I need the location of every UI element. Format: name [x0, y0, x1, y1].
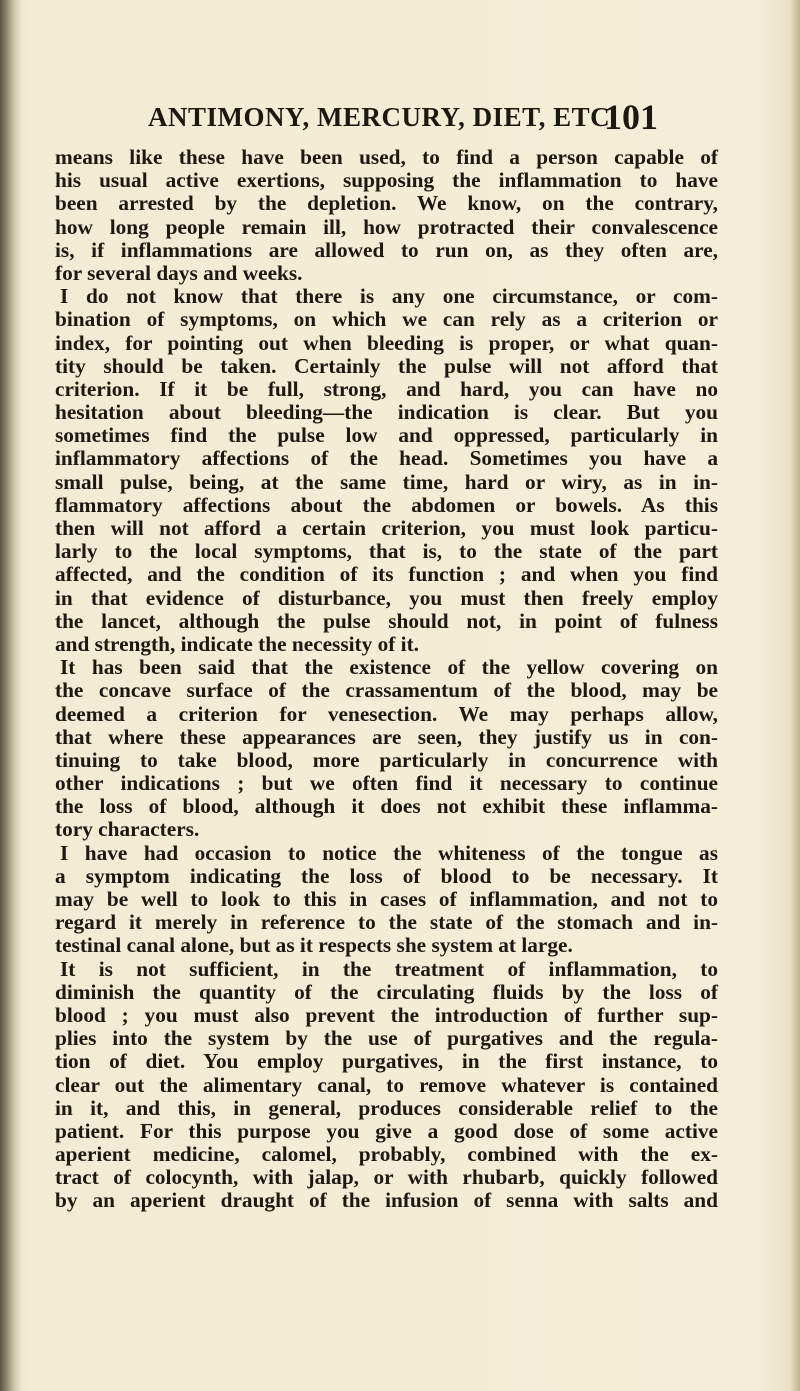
text-line: It has been said that the existence of the yellow covering on — [60, 655, 718, 680]
text-line: index, for pointing out when bleeding is proper, or what quan- — [55, 330, 718, 355]
text-line: tract of colocynth, with jalap, or with rhubarb, quickly followed — [55, 1165, 718, 1190]
text-line: regard it merely in reference to the state of the stomach and in- — [55, 910, 718, 935]
text-line: for several days and weeks. — [55, 260, 303, 285]
text-line: flammatory affections about the abdomen or bowels. As this — [55, 492, 718, 517]
text-line: blood ; you must also prevent the introduction of further sup- — [55, 1002, 718, 1027]
text-line: tinuing to take blood, more particularly in concurrence with — [55, 747, 718, 772]
text-line: small pulse, being, at the same time, hard or wiry, as in in- — [55, 469, 718, 494]
page-number: 101 — [604, 97, 658, 137]
text-line: is, if inflammations are allowed to run on, as they often are, — [55, 237, 718, 262]
text-line: his usual active exertions, supposing the inflammation to have — [55, 168, 718, 193]
text-line: tion of diet. You employ purgatives, in the first instance, to — [55, 1049, 718, 1074]
text-line: larly to the local symptoms, that is, to the state of the part — [55, 539, 718, 564]
text-line: sometimes find the pulse low and oppressed, particularly in — [55, 423, 718, 448]
text-line: clear out the alimentary canal, to remove whatever is contained — [55, 1072, 718, 1097]
text-line: then will not afford a certain criterion, you must look particu- — [55, 516, 718, 540]
text-line: by an aperient draught of the infusion of senna with salts and — [55, 1188, 718, 1213]
text-line: other indications ; but we often find it necessary to continue — [55, 771, 718, 796]
text-line: the concave surface of the crassamentum of the blood, may be — [55, 678, 718, 703]
text-line: diminish the quantity of the circulating fluids by the loss of — [55, 979, 718, 1004]
text-line: tory characters. — [55, 817, 200, 842]
running-title: ANTIMONY, MERCURY, DIET, ETC. — [148, 102, 618, 132]
text-line: may be well to look to this in cases of inflammation, and not to — [55, 887, 718, 911]
text-line: in that evidence of disturbance, you must then freely employ — [55, 585, 718, 610]
text-line: the loss of blood, although it does not exhibit these inflamma- — [55, 794, 718, 819]
text-line: a symptom indicating the loss of blood to be necessary. It — [55, 863, 718, 888]
text-line: the lancet, although the pulse should not, in point of fulness — [55, 608, 718, 633]
text-line: criterion. If it be full, strong, and hard, you can have no — [55, 376, 718, 401]
page-gutter-shadow — [0, 0, 22, 1391]
text-line: and strength, indicate the necessity of it. — [55, 631, 420, 656]
text-line: in it, and this, in general, produces considerable relief to the — [55, 1095, 718, 1120]
text-line: tity should be taken. Certainly the pulse will not afford that — [55, 353, 718, 378]
text-line: means like these have been used, to find a person capable of — [55, 145, 718, 169]
text-line: aperient medicine, calomel, probably, combined with the ex- — [55, 1142, 718, 1167]
text-line: patient. For this purpose you give a good dose of some active — [55, 1118, 718, 1143]
text-line: plies into the system by the use of purgatives and the regula- — [55, 1026, 718, 1051]
page-edge-shadow — [790, 0, 800, 1391]
text-line: deemed a criterion for venesection. We may perhaps allow, — [55, 701, 718, 726]
text-line: been arrested by the depletion. We know, on the contrary, — [55, 191, 718, 216]
text-line: how long people remain ill, how protracted their convalescence — [55, 214, 718, 239]
text-line: I have had occasion to notice the whiteness of the tongue as — [60, 840, 718, 865]
text-line: bination of symptoms, on which we can rely as a criterion or — [55, 307, 718, 332]
text-line: It is not sufficient, in the treatment of inflammation, to — [60, 956, 718, 981]
text-line: I do not know that there is any one circumstance, or com- — [60, 284, 718, 309]
text-line: that where these appearances are seen, they justify us in con- — [55, 724, 718, 749]
text-line: affected, and the condition of its function ; and when you find — [55, 562, 718, 587]
text-line: hesitation about bleeding—the indication is clear. But you — [55, 400, 718, 425]
text-line: testinal canal alone, but as it respects she system at large. — [55, 933, 573, 958]
running-head — [148, 96, 658, 136]
text-line: inflammatory affections of the head. Sometimes you have a — [55, 446, 718, 471]
body-text — [55, 146, 718, 1213]
